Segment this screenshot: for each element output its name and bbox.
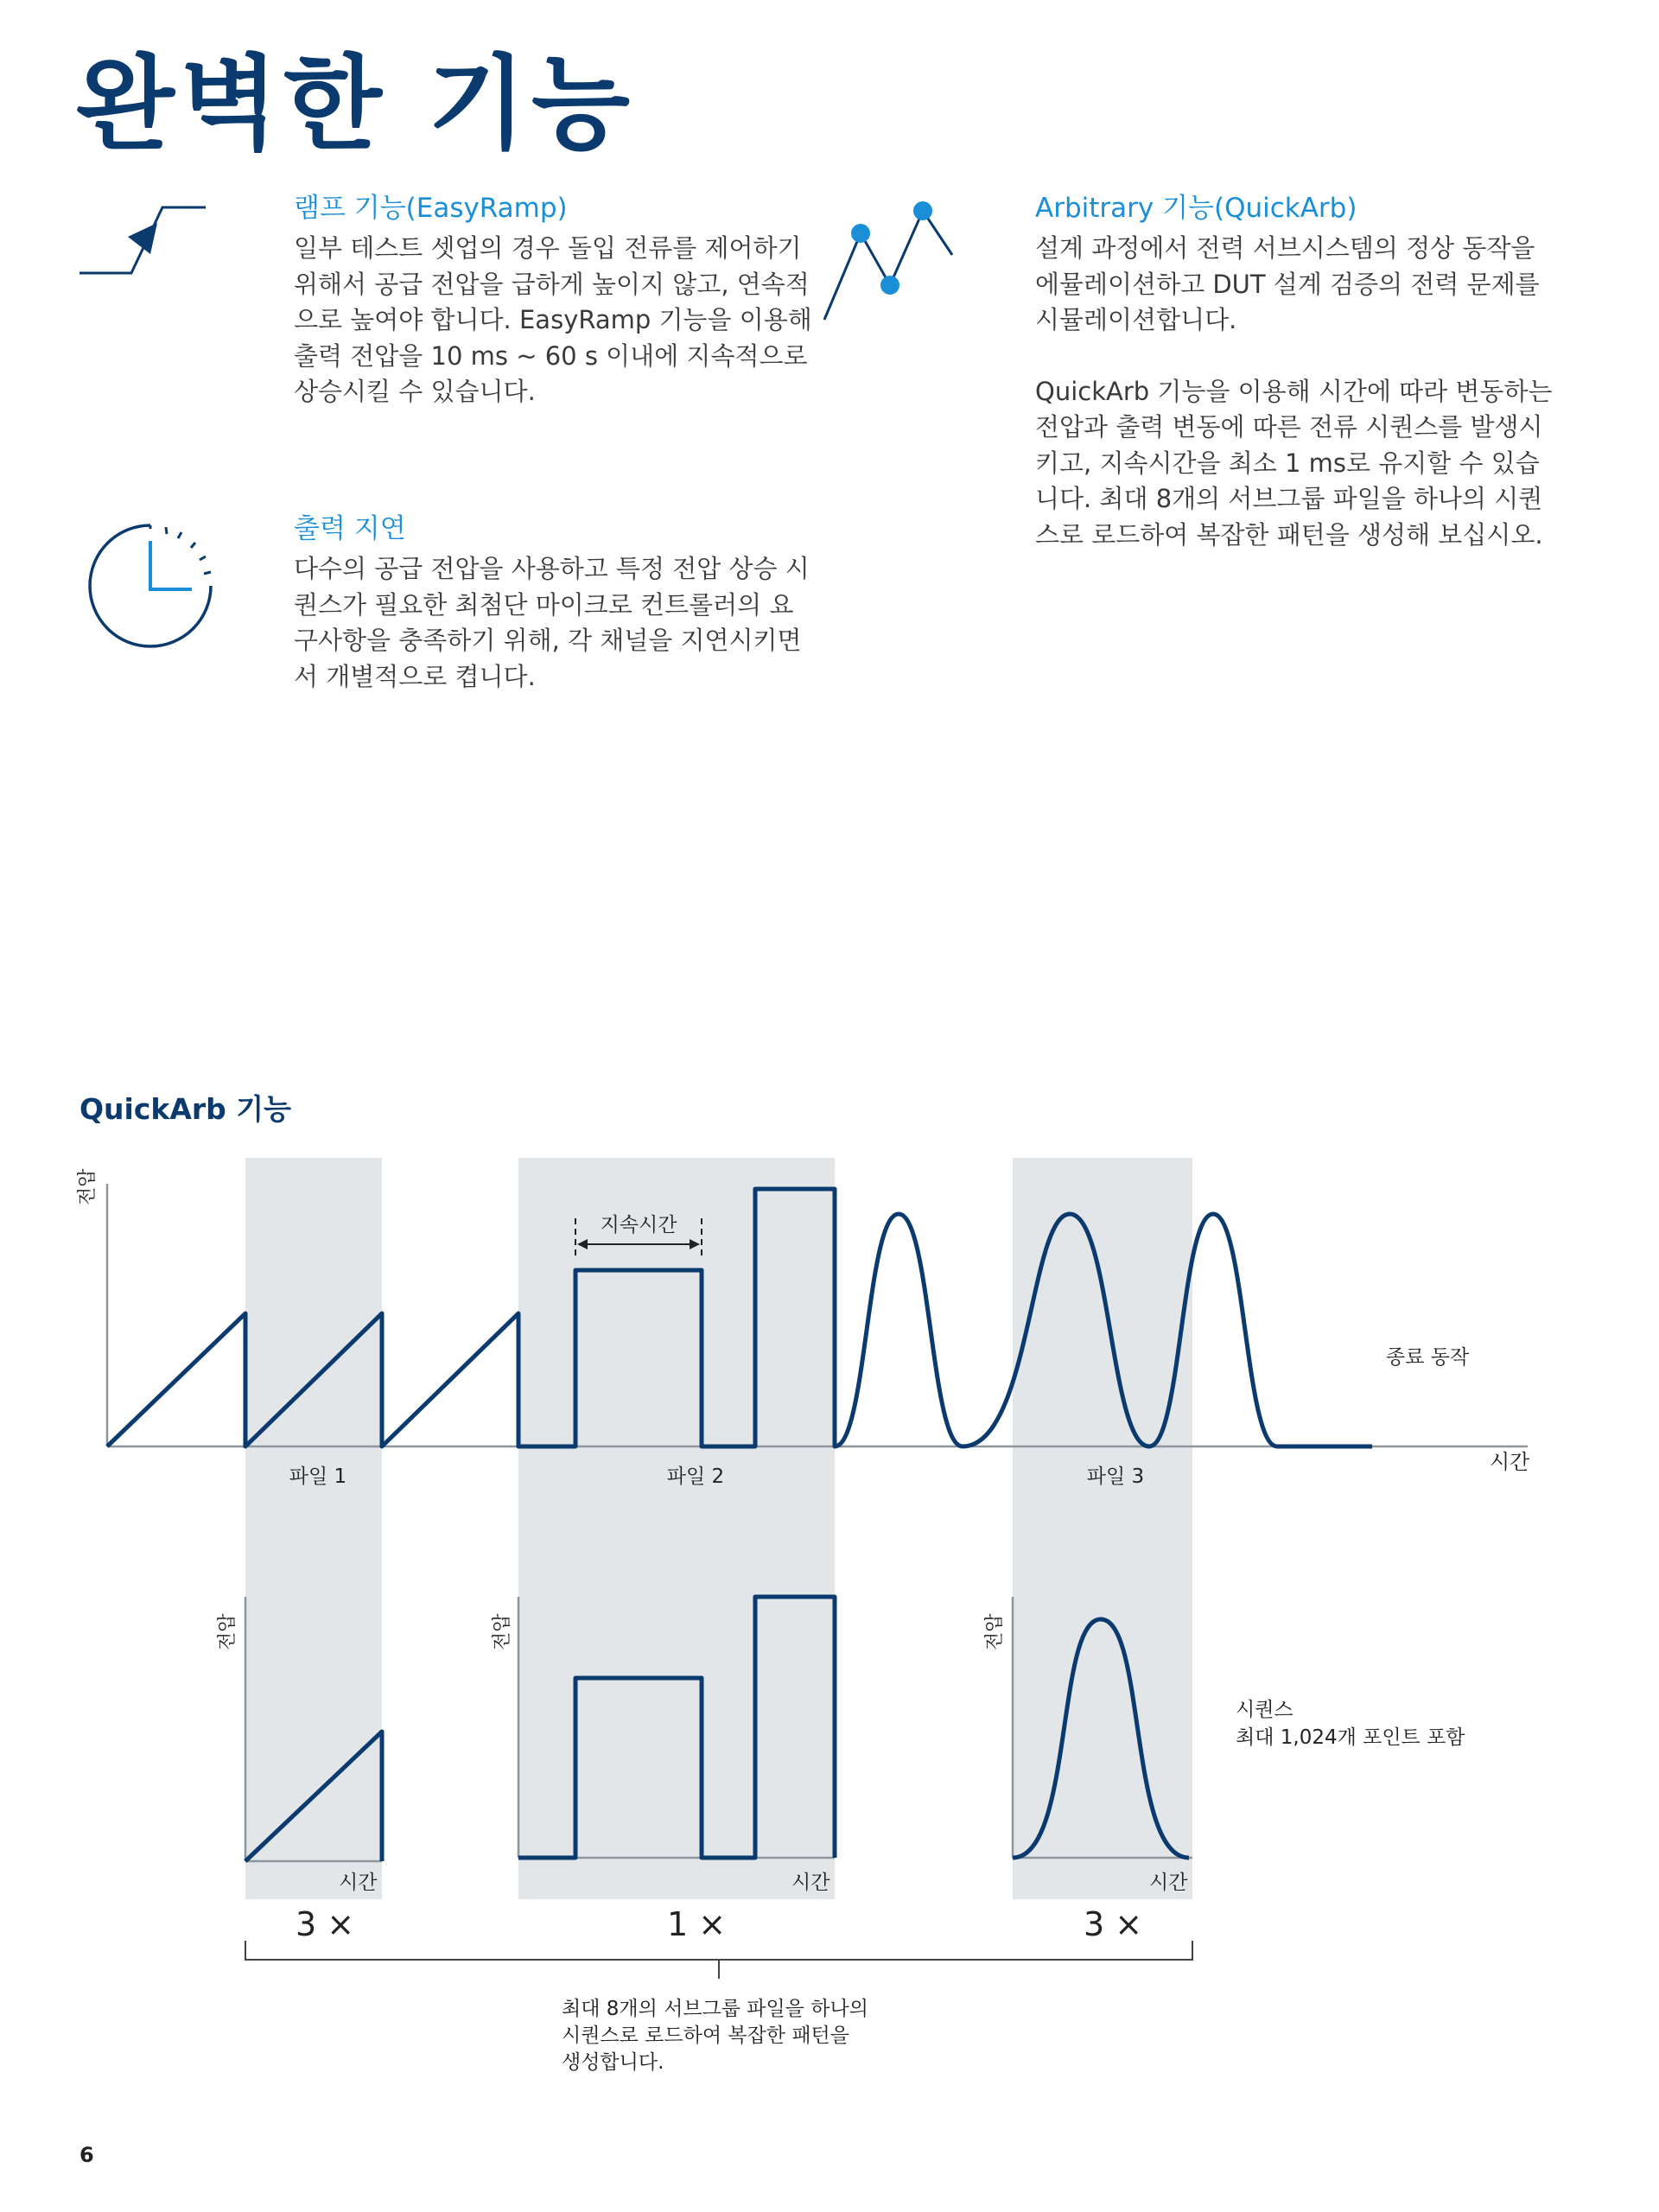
sequence-note-line2: 최대 1,024개 포인트 포함 [1236,1726,1465,1749]
end-action-label: 종료 동작 [1386,1346,1470,1369]
bracket-note-line2: 시퀀스로 로드하여 복잡한 패턴을 [562,2024,849,2047]
page-number: 6 [79,2143,94,2167]
bracket-note-line1: 최대 8개의 서브그룹 파일을 하나의 [562,1998,868,2020]
sub1-y-axis-label: 전압 [217,1613,238,1650]
output-delay-heading: 출력 지연 [294,513,406,544]
easyramp-body: 일부 테스트 셋업의 경우 돌입 전류를 제어하기 위해서 공급 전압을 급하게 높이지 않고, 연속적으로 높여야 합니다. EasyRamp 기능을 이용해 출력 전압을 10 ms ~ 60 s 이내에 지속적으로 상승시킬 수 있습니다. [294,233,812,407]
file-highlight-regions [245,1158,1192,1899]
multiplier-file2: 1 × [666,1905,727,1943]
file3-label: 파일 3 [1086,1465,1145,1488]
sub3-y-axis-label: 전압 [984,1613,1006,1650]
quickarb-body-1: 설계 과정에서 전력 서브시스템의 정상 동작을 에뮬레이션하고 DUT 설계 검증의 전력 문제를 시뮬레이션합니다. [1035,233,1540,335]
easyramp-heading: 램프 기능(EasyRamp) [294,193,568,224]
duration-label: 지속시간 [600,1214,677,1236]
multiplier-file3: 3 × [1083,1905,1143,1943]
page-title: 완벽한 기능 [76,44,636,163]
sub3-x-axis-label: 시간 [1149,1872,1188,1894]
sub1-x-axis-label: 시간 [339,1872,378,1894]
sub2-y-axis-label: 전압 [492,1613,513,1650]
sub2-x-axis-label: 시간 [791,1872,830,1894]
file1-highlight [245,1158,382,1899]
bracket-note-line3: 생성합니다. [562,2051,664,2074]
sequence-note-line1: 시퀀스 [1236,1699,1294,1721]
sequence-bracket [245,1941,1192,1979]
file1-label: 파일 1 [289,1465,347,1488]
main-y-axis-label: 전압 [77,1168,99,1205]
output-delay-body: 다수의 공급 전압을 사용하고 특정 전압 상승 시퀀스가 필요한 최첨단 마이크로 컨트롤러의 요구사항을 충족하기 위해, 각 채널을 지연시키면서 개별적으로 켭니다. [294,554,810,691]
file2-label: 파일 2 [666,1465,725,1488]
quickarb-heading: Arbitrary 기능(QuickArb) [1035,193,1357,224]
quickarb-section-title: QuickArb 기능 [79,1092,292,1126]
main-x-axis-label: 시간 [1490,1450,1530,1474]
quickarb-body-2: QuickArb 기능을 이용해 시간에 따라 변동하는 전압과 출력 변동에 따른 전류 시퀀스를 발생시키고, 지속시간을 최소 1 ms로 유지할 수 있습니다. 최대 8개의 서브그룹 파일을 하나의 시퀀스로 로드하여 복잡한 패턴을 생성해 보십시오. [1035,376,1553,550]
multiplier-file1: 3 × [295,1905,355,1943]
